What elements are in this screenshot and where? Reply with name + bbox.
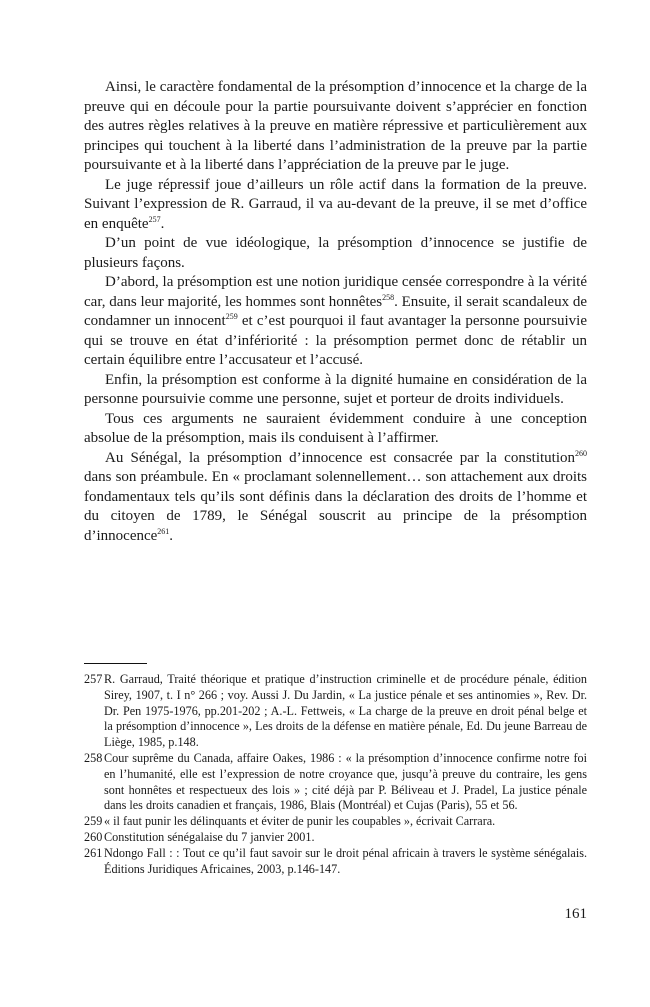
footnote-text: Constitution sénégalaise du 7 janvier 2001. (104, 829, 315, 844)
text-segment: dans son préambule. En « proclamant solennellement… son attachement aux droits fondamentaux tels qu’ils sont définis dans la déclaration des droits de l’homme et du citoyen de 1789, le Sénégal souscrit au principe de la présomption d’innocence (84, 469, 587, 544)
paragraph (84, 176, 587, 235)
text-segment: . (160, 215, 165, 232)
paragraph (84, 410, 587, 449)
text-segment: Enfin, la présomption est conforme à la dignité humaine en considération de la personne poursuivie comme une personne, sujet et porteur de droits individuels. (84, 371, 587, 407)
text-segment: et c’est pourquoi il faut avantager la personne poursuivie qui se trouve en état d’infériorité : la présomption permet donc de rétablir un certain équilibre entre l’accusateur et l’accusé. (84, 313, 587, 368)
footnote-text: R. Garraud, Traité théorique et pratique d’instruction criminelle et de procédure pénale, édition Sirey, 1907, t. I n° 266 ; voy. Aussi J. Du Jardin, « La justice pénale et ses antinomies », Rev. Dr. Dr. Pen 1975-1976, pp.201-202 ; A.-L. Fettweis, « La charge de la preuve en droit pénal belge et la présomption d’innocence », Les droits de la défense en matière pénale, Ed. Du jeune Barreau de Liège, 1985, p.148. (104, 672, 587, 750)
footnote-number: 258 (84, 750, 103, 765)
paragraph (84, 371, 587, 410)
footnote-reference[interactable]: 258 (382, 292, 395, 302)
text-segment: Le juge répressif joue d’ailleurs un rôle actif dans la formation de la preuve. Suivant l’expression de R. Garraud, il va au-devant de la preuve, il se met d’office en enquête (84, 176, 587, 232)
paragraph (84, 234, 587, 273)
footnote-number: 257 (84, 672, 103, 686)
footnote (84, 814, 587, 830)
text-segment: Ainsi, le caractère fondamental de la présomption d’innocence et la charge de la preuve qui en découle pour la partie poursuivante doivent s’apprécier en fonction des autres règles relatives à la preuve en matière répressive et particulièrement aux principes qui touchent à la liberté dans l’administration de la preuve par la partie poursuivante et à la liberté dans l’appréciation de la preuve par le juge. (84, 79, 587, 173)
footnote (84, 846, 587, 878)
footnote-reference[interactable]: 259 (225, 312, 238, 321)
footnote-number: 259 (84, 814, 103, 829)
footnote-reference[interactable]: 257 (148, 214, 161, 224)
footnote (84, 830, 587, 846)
text-segment: Au Sénégal, la présomption d’innocence est consacrée par la constitution (105, 449, 575, 466)
footnote-text: « il faut punir les délinquants et éviter de punir les coupables », écrivait Carrara. (104, 814, 496, 829)
footnote-number: 261 (84, 845, 103, 860)
footnote (84, 751, 587, 814)
footnote-number: 260 (84, 829, 103, 844)
footnote-reference[interactable]: 260 (575, 448, 587, 458)
footnote-text: Cour suprême du Canada, affaire Oakes, 1986 : « la présomption d’innocence confirme notre foi en l’humanité, elle est l’expression de notre croyance que, jusqu’à preuve du contraire, les gens sont honnêtes et respectueux des lois » ; cité déjà par P. Béliveau et J. Pradel, La justice pénale dans les droits canadien et français, 1986, Blais (Montréal) et Cujas (Paris), 55 et 56. (104, 750, 587, 813)
text-segment: . (169, 527, 174, 544)
text-segment: D’un point de vue idéologique, la présomption d’innocence se justifie de plusieurs façons. (84, 235, 587, 271)
footnotes (84, 672, 587, 877)
main-text (84, 78, 587, 546)
paragraph (84, 273, 587, 371)
paragraph (84, 78, 587, 176)
footnote-text: Ndongo Fall : : Tout ce qu’il faut savoir sur le droit pénal africain à travers le système sénégalais. Éditions Juridiques Africaines, 2003, p.146-147. (104, 845, 587, 876)
text-segment: . Ensuite, il serait scandaleux de condamner un innocent (84, 293, 588, 329)
footnote (84, 672, 587, 751)
page-number: 161 (564, 906, 587, 922)
footnote-reference[interactable]: 261 (157, 526, 170, 536)
footnote-separator (84, 663, 147, 664)
text-segment: D’abord, la présomption est une notion juridique censée correspondre à la vérité car, dans leur majorité, les hommes sont honnêtes (84, 274, 587, 310)
text-segment: Tous ces arguments ne sauraient évidemment conduire à une conception absolue de la présomption, mais ils conduisent à l’affirmer. (84, 410, 587, 446)
paragraph (84, 449, 587, 547)
